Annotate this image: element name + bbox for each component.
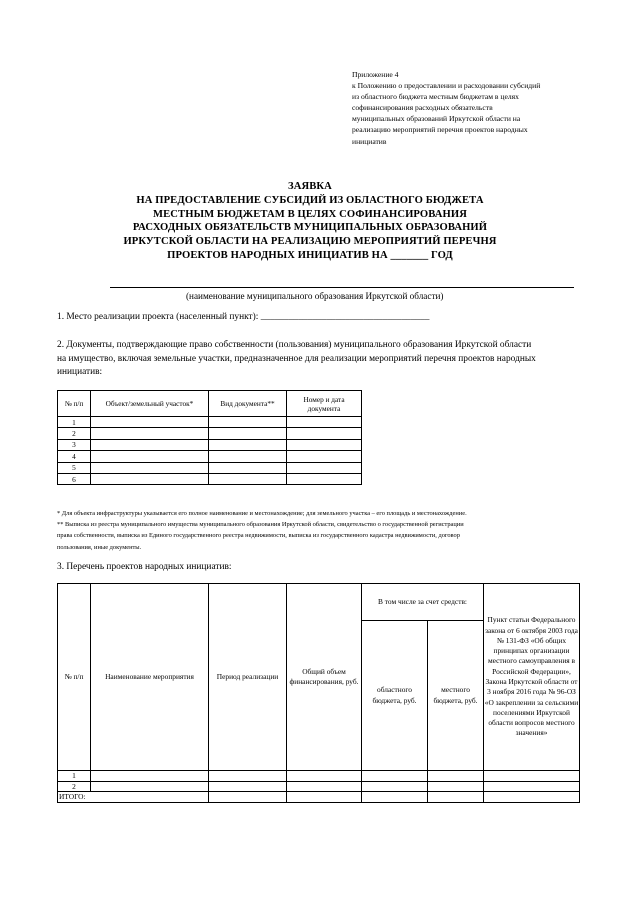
table-cell[interactable] — [362, 771, 428, 782]
table-cell[interactable] — [91, 781, 209, 792]
table-cell[interactable] — [287, 781, 362, 792]
row-number: 5 — [58, 462, 91, 473]
table-row — [58, 771, 580, 782]
item1-text: 1. Место реализации проекта (населенный пункт): ____________________________________ — [57, 312, 430, 322]
table-cell[interactable] — [287, 462, 362, 473]
table-cell[interactable] — [209, 451, 287, 462]
title-line: НА ПРЕДОСТАВЛЕНИЕ СУБСИДИЙ ИЗ ОБЛАСТНОГО БЮДЖЕТА — [136, 194, 484, 206]
col-object-header: Объект/земельный участок* — [91, 391, 209, 417]
municipality-underline — [110, 287, 574, 288]
col-local-header: местного бюджета, руб. — [428, 621, 484, 771]
ownership-docs-paragraph — [57, 339, 536, 380]
col-article-header: Пункт статьи Федерального закона от 6 октября 2003 года № 131-ФЗ «Об общих принципах организации местного самоуправления в Российской Федерации», Закона Иркутской области от 3 ноября 2016 года № 96-ОЗ «О закреплении за сельскими поселениями Иркутской области вопросов местного значения» — [484, 584, 580, 771]
table-cell[interactable] — [287, 439, 362, 450]
col-regional-header: областного бюджета, руб. — [362, 621, 428, 771]
table-cell[interactable] — [287, 792, 362, 803]
table-cell[interactable] — [91, 473, 209, 484]
table-cell[interactable] — [287, 771, 362, 782]
row-number: 2 — [58, 428, 91, 439]
row-number: 1 — [58, 417, 91, 428]
table-cell[interactable] — [428, 792, 484, 803]
footnote-line: пользования, иные документы. — [57, 543, 142, 551]
table-row — [58, 451, 362, 462]
appendix-line: из областного бюджета местным бюджетам в целях — [352, 92, 519, 102]
title-line: ИРКУТСКОЙ ОБЛАСТИ НА РЕАЛИЗАЦИЮ МЕРОПРИЯТИЙ ПЕРЕЧНЯ — [123, 236, 497, 248]
table-header-row — [58, 584, 580, 621]
ownership-docs-table — [57, 390, 362, 485]
table-cell[interactable] — [209, 473, 287, 484]
table-cell[interactable] — [428, 781, 484, 792]
table-cell[interactable] — [91, 417, 209, 428]
table-cell[interactable] — [209, 792, 287, 803]
table-cell[interactable] — [91, 439, 209, 450]
col-including-header: В том числе за счет средств: — [362, 584, 484, 621]
col-name-header: Наименование мероприятия — [91, 584, 209, 771]
table-header-row — [58, 391, 362, 417]
item2-line: на имущество, включая земельные участки, предназначенное для реализации мероприятий перечня проектов народных — [57, 353, 536, 364]
appendix-line: реализацию мероприятий перечня проектов народных — [352, 125, 528, 135]
table-row — [58, 781, 580, 792]
table-row — [58, 428, 362, 439]
title-line: РАСХОДНЫХ ОБЯЗАТЕЛЬСТВ МУНИЦИПАЛЬНЫХ ОБРАЗОВАНИЙ — [132, 222, 488, 234]
item3-text: 3. Перечень проектов народных инициатив: — [57, 562, 232, 572]
table-cell[interactable] — [287, 473, 362, 484]
footnotes — [57, 508, 577, 553]
col-doctype-header: Вид документа** — [209, 391, 287, 417]
table-cell[interactable] — [287, 451, 362, 462]
row-number: 4 — [58, 451, 91, 462]
table-cell[interactable] — [209, 417, 287, 428]
table-cell[interactable] — [91, 462, 209, 473]
projects-list-heading — [57, 561, 232, 575]
table-row — [58, 417, 362, 428]
appendix-line: софинансирования расходных обязательств — [352, 103, 493, 113]
footnote-line: права собственности, выписка из Единого государственного реестра недвижимости, выписка из государственного кадастра недвижимости, договор — [57, 532, 460, 540]
projects-table — [57, 583, 580, 803]
document-title — [100, 180, 520, 263]
footnote-line: * Для объекта инфраструктуры указывается его полное наименование и местонахождение; для земельного участка – его площадь и местонахождение. — [57, 510, 467, 517]
col-num-header: № п/п — [58, 584, 91, 771]
table-cell[interactable] — [209, 428, 287, 439]
appendix-line: инициатив — [352, 136, 387, 146]
col-period-header: Период реализации — [209, 584, 287, 771]
table-cell[interactable] — [287, 428, 362, 439]
table-cell[interactable] — [362, 792, 428, 803]
project-location-field — [57, 311, 429, 325]
title-line: ПРОЕКТОВ НАРОДНЫХ ИНИЦИАТИВ НА _______ ГОД — [167, 249, 453, 261]
appendix-line: муниципальных образований Иркутской области на — [352, 114, 521, 124]
row-number: 6 — [58, 473, 91, 484]
row-number: 3 — [58, 439, 91, 450]
footnote-line: ** Выписка из реестра муниципального имущества муниципального образования Иркутской области, свидетельство о государственной регистрации — [57, 521, 464, 529]
appendix-line: к Положению о предоставлении и расходовании субсидий — [352, 81, 541, 91]
table-row — [58, 462, 362, 473]
row-number: 1 — [58, 771, 91, 782]
col-docnum-header: Номер и дата документа — [287, 391, 362, 417]
title-line: ЗАЯВКА — [288, 181, 332, 192]
item2-line: 2. Документы, подтверждающие право собственности (пользования) муниципального образования Иркутской области — [57, 340, 532, 350]
table-cell[interactable] — [91, 451, 209, 462]
appendix-note — [352, 69, 582, 147]
table-cell[interactable] — [209, 781, 287, 792]
table-cell[interactable] — [209, 771, 287, 782]
table-cell[interactable] — [484, 792, 580, 803]
municipality-caption: (наименование муниципального образования Иркутской области) — [186, 291, 444, 301]
table-row — [58, 439, 362, 450]
table-cell[interactable] — [428, 771, 484, 782]
col-total-header: Общий объем финансирования, руб. — [287, 584, 362, 771]
item2-line: инициатив: — [57, 367, 103, 378]
table-cell[interactable] — [209, 462, 287, 473]
table-cell[interactable] — [362, 781, 428, 792]
table-cell[interactable] — [209, 439, 287, 450]
table-cell[interactable] — [287, 417, 362, 428]
table-cell[interactable] — [91, 771, 209, 782]
total-label: ИТОГО: — [58, 792, 209, 803]
col-num-header: № п/п — [58, 391, 91, 417]
appendix-line: Приложение 4 — [352, 70, 399, 79]
table-row — [58, 473, 362, 484]
total-row — [58, 792, 580, 803]
table-cell[interactable] — [484, 771, 580, 782]
row-number: 2 — [58, 781, 91, 792]
table-cell[interactable] — [484, 781, 580, 792]
table-cell[interactable] — [91, 428, 209, 439]
title-line: МЕСТНЫМ БЮДЖЕТАМ В ЦЕЛЯХ СОФИНАНСИРОВАНИЯ — [153, 208, 467, 220]
